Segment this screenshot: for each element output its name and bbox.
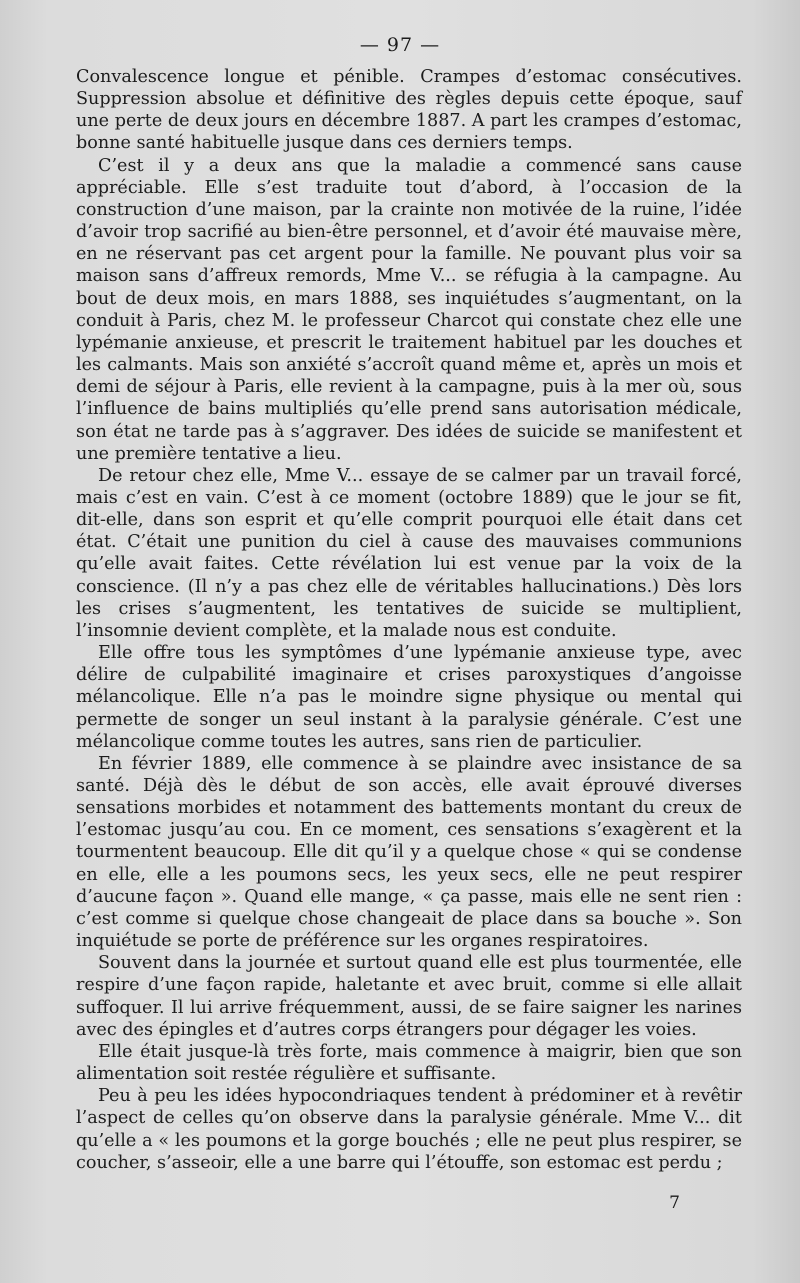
paragraph: Elle offre tous les symptômes d’une lypémanie anxieuse type, avec délire de culpabilité imaginaire et crises paroxystiques d’angoisse mélancolique. Elle n’a pas le moindre signe physique ou mental qui permette de songer un seul instant à la paralysie générale. C’est une mélancolique comme toutes les autres, sans rien de particulier. [76,643,742,752]
signature-mark: 7 [669,1193,680,1213]
paragraph: De retour chez elle, Mme V... essaye de se calmer par un travail forcé, mais c’est en vain. C’est à ce moment (octobre 1889) que le jour se fit, dit-elle, dans son esprit et qu’elle comprit pourquoi elle était dans cet état. C’était une punition du ciel à cause des mauvaises communions qu’elle avait faites. Cette révélation lui est venue par la voix de la conscience. (Il n’y a pas chez elle de véritables hallucinations.) Dès lors les crises s’augmentent, les tentatives de suicide se multiplient, l’insomnie devient complète, et la malade nous est conduite. [76,465,742,641]
paragraph: En février 1889, elle commence à se plaindre avec insistance de sa santé. Déjà dès le début de son accès, elle avait éprouvé diverses sensations morbides et notamment des battements montant du creux de l’estomac jusqu’au cou. En ce moment, ces sensations s’exagèrent et la tourmentent beaucoup. Elle dit qu’il y a quelque chose « qui se condense en elle, elle a les poumons secs, les yeux secs, elle ne peut respirer d’aucune façon ». Quand elle mange, « ça passe, mais elle ne sent rien : c’est comme si quelque chose changeait de place dans sa bouche ». Son inquiétude se porte de préférence sur les organes respiratoires. [76,753,742,952]
page-number: — 97 — [359,34,441,56]
paragraph: Convalescence longue et pénible. Crampes d’estomac consécutives. Suppression absolue et définitive des règles depuis cette époque, sauf une perte de deux jours en décembre 1887. A part les crampes d’estomac, bonne santé habituelle jusque dans ces derniers temps. [76,67,742,154]
paragraph: Souvent dans la journée et surtout quand elle est plus tourmentée, elle respire d’une façon rapide, haletante et avec bruit, comme si elle allait suffoquer. Il lui arrive fréquemment, aussi, de se faire saigner les narines avec des épingles et d’autres corps étrangers pour dégager les voies. [76,953,742,1040]
paragraph: Elle était jusque-là très forte, mais commence à maigrir, bien que son alimentation soit restée régulière et suffisante. [76,1041,742,1085]
body-text [76,66,742,1174]
paragraph: C’est il y a deux ans que la maladie a commencé sans cause appréciable. Elle s’est traduite tout d’abord, à l’occasion de la construction d’une maison, par la crainte non motivée de la ruine, l’idée d’avoir trop sacrifié au bien-être personnel, et d’avoir été mauvaise mère, en ne réservant pas cet argent pour la famille. Ne pouvant plus voir sa maison sans d’affreux remords, Mme V... se réfugia à la campagne. Au bout de deux mois, en mars 1888, ses inquiétudes s’augmentant, on la conduit à Paris, chez M. le professeur Charcot qui constate chez elle une lypémanie anxieuse, et prescrit le traitement habituel par les douches et les calmants. Mais son anxiété s’accroît quand même et, après un mois et demi de séjour à Paris, elle revient à la campagne, puis à la mer où, sous l’influence de bains multipliés qu’elle prend sans autorisation médicale, son état ne tarde pas à s’aggraver. Des idées de suicide se manifestent et une première tentative a lieu. [76,155,742,464]
paragraph: Peu à peu les idées hypocondriaques tendent à prédominer et à revêtir l’aspect de celles qu’on observe dans la paralysie générale. Mme V... dit qu’elle a « les poumons et la gorge bouchés ; elle ne peut plus respirer, se coucher, s’asseoir, elle a une barre qui l’étouffe, son estomac est perdu ; [76,1086,742,1173]
